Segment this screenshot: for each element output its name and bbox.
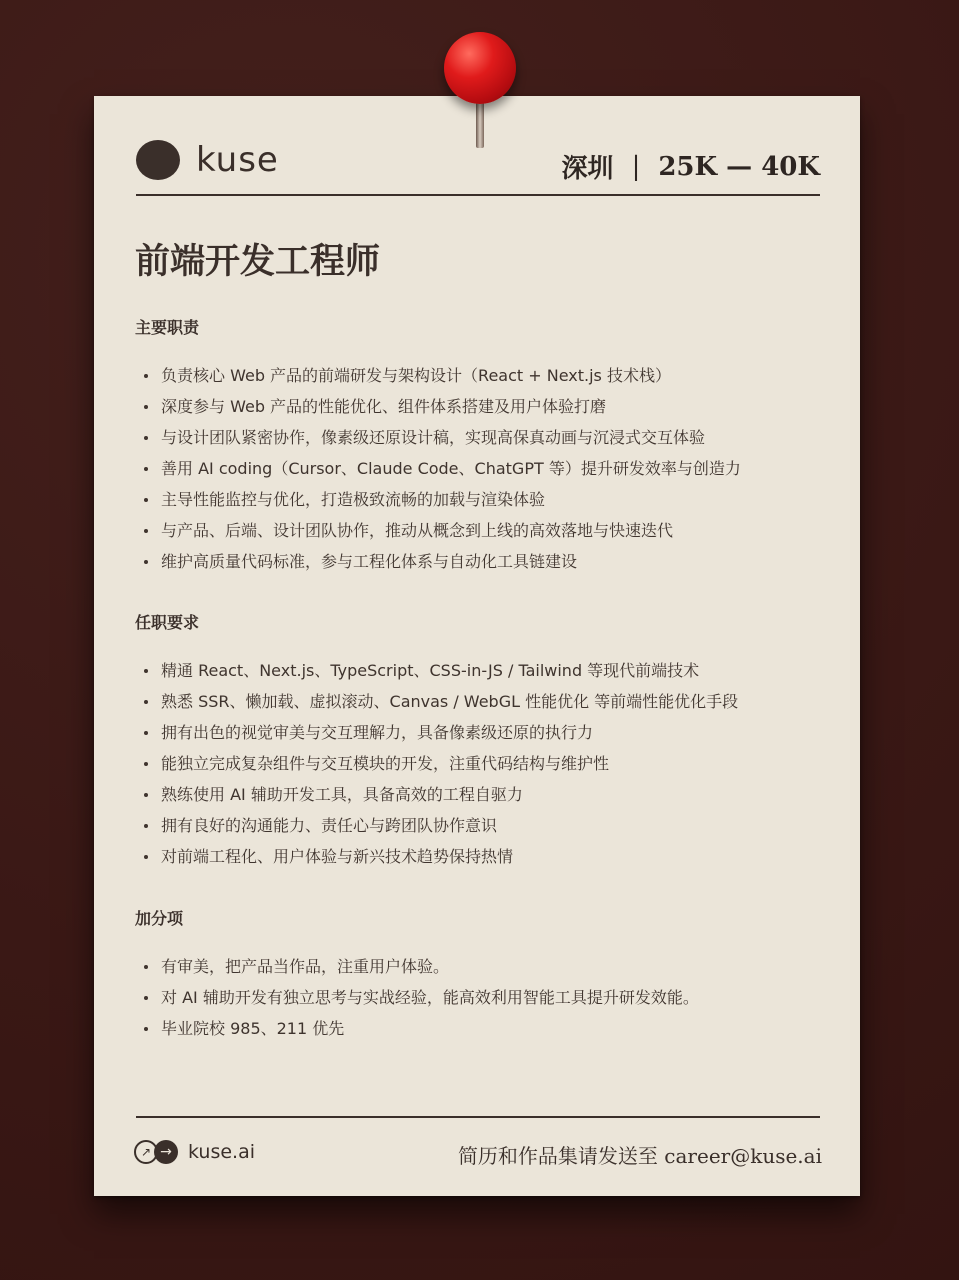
section-responsibilities bbox=[135, 315, 830, 577]
list-item: 与产品、后端、设计团队协作，推动从概念到上线的高效落地与快速迭代 bbox=[135, 515, 830, 546]
city: 深圳 bbox=[561, 154, 614, 184]
list-item: 精通 React、Next.js、TypeScript、CSS-in-JS / Tailwind 等现代前端技术 bbox=[135, 655, 830, 686]
section-requirements bbox=[135, 610, 830, 872]
list-item: 能独立完成复杂组件与交互模块的开发，注重代码结构与维护性 bbox=[135, 748, 830, 779]
list-item: 深度参与 Web 产品的性能优化、组件体系搭建及用户体验打磨 bbox=[135, 391, 830, 422]
list-item: 善用 AI coding（Cursor、Claude Code、ChatGPT 等）提升研发效率与创造力 bbox=[135, 453, 830, 484]
section-heading: 任职要求 bbox=[135, 613, 200, 632]
logo-mark bbox=[136, 140, 180, 180]
requirement-list bbox=[135, 655, 830, 872]
list-item: 拥有良好的沟通能力、责任心与跨团队协作意识 bbox=[135, 810, 830, 841]
list-item: 毕业院校 985、211 优先 bbox=[135, 1013, 830, 1044]
list-item: 拥有出色的视觉审美与交互理解力，具备像素级还原的执行力 bbox=[135, 717, 830, 748]
separator: | bbox=[631, 151, 641, 182]
arrow-right-icon: → bbox=[154, 1140, 178, 1164]
push-pin-icon bbox=[444, 32, 516, 104]
contact-info: 简历和作品集请发送至 career@kuse.ai bbox=[457, 1144, 822, 1168]
arrow-link-icon bbox=[134, 1140, 178, 1164]
salary: 25K — 40K bbox=[658, 151, 820, 182]
list-item: 维护高质量代码标准，参与工程化体系与自动化工具链建设 bbox=[135, 546, 830, 577]
list-item: 负责核心 Web 产品的前端研发与架构设计（React + Next.js 技术栈） bbox=[135, 360, 830, 391]
job-title: 前端开发工程师 bbox=[135, 241, 381, 282]
list-item: 熟悉 SSR、懒加载、虚拟滚动、Canvas / WebGL 性能优化 等前端性能优化手段 bbox=[135, 686, 830, 717]
kuse-logo bbox=[136, 140, 279, 180]
section-heading: 主要职责 bbox=[135, 318, 200, 337]
header-divider bbox=[136, 194, 820, 196]
location-salary bbox=[562, 148, 820, 185]
logo-text: kuse bbox=[196, 140, 279, 180]
website-text: kuse.ai bbox=[188, 1141, 256, 1163]
list-item: 熟练使用 AI 辅助开发工具，具备高效的工程自驱力 bbox=[135, 779, 830, 810]
list-item: 对 AI 辅助开发有独立思考与实战经验，能高效利用智能工具提升研发效能。 bbox=[135, 982, 830, 1013]
list-item: 与设计团队紧密协作，像素级还原设计稿，实现高保真动画与沉浸式交互体验 bbox=[135, 422, 830, 453]
bonus-list bbox=[135, 951, 830, 1044]
footer-divider bbox=[136, 1116, 820, 1118]
section-bonus bbox=[135, 906, 830, 1044]
list-item: 对前端工程化、用户体验与新兴技术趋势保持热情 bbox=[135, 841, 830, 872]
website-link[interactable] bbox=[134, 1140, 255, 1164]
arrow-up-right-icon: ↗ bbox=[134, 1140, 158, 1164]
list-item: 有审美，把产品当作品，注重用户体验。 bbox=[135, 951, 830, 982]
job-card bbox=[94, 96, 860, 1196]
section-heading: 加分项 bbox=[135, 909, 184, 928]
responsibility-list bbox=[135, 360, 830, 577]
list-item: 主导性能监控与优化，打造极致流畅的加载与渲染体验 bbox=[135, 484, 830, 515]
